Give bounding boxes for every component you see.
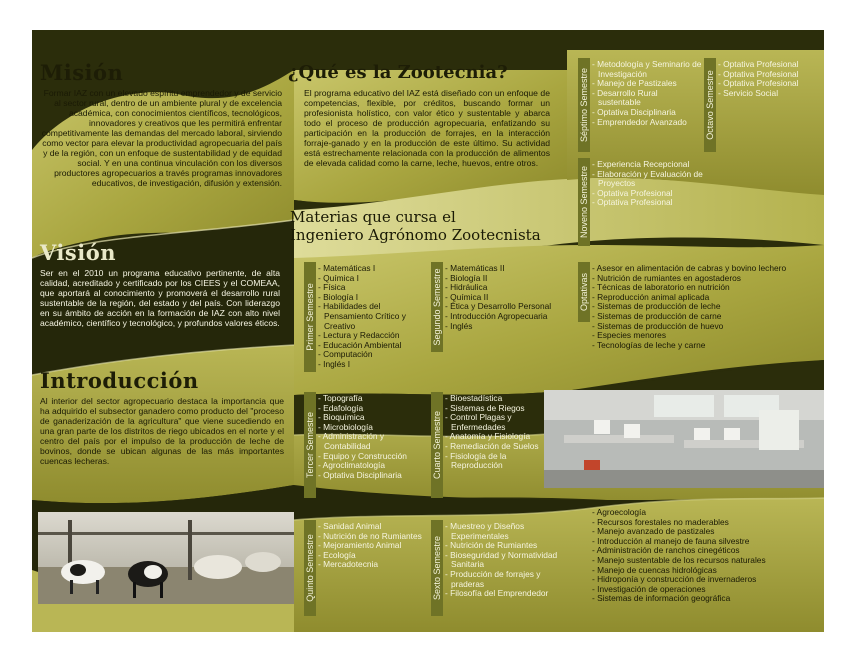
course-item: - Química II xyxy=(445,293,555,303)
course-item: - Matemáticas II xyxy=(445,264,555,274)
materias-heading-line1: Materias que cursa el xyxy=(290,208,456,226)
zootecnia-title: ¿Qué es la Zootecnia? xyxy=(288,62,508,83)
semester-label-9: Noveno Semestre xyxy=(578,158,590,246)
semester-label-8: Octavo Semestre xyxy=(704,58,716,152)
course-item: - Mercadotecnia xyxy=(318,560,428,570)
course-item: - Sistemas de producción de leche xyxy=(592,302,822,312)
course-item: - Física xyxy=(318,283,424,293)
course-item: - Especies menores xyxy=(592,331,822,341)
course-item: - Manejo de Pastizales xyxy=(592,79,702,89)
vision-text: Ser en el 2010 un programa educativo pertinente, de alta calidad, acreditado y certificado por los CIEES y el COMEAA, que aportará al conocimiento y promoverá el desarrollo rural sustentable de la región, del estado y del país. Con liderazgo en su ámbito de acción en la formación de IAZ con alto nivel académico, científico y tecnológico, y profundos valores éticos. xyxy=(40,268,280,328)
semester-label-6: Sexto Semestre xyxy=(431,520,443,616)
course-item: - Educación Ambiental xyxy=(318,341,424,351)
course-item: - Nutrición de no Rumiantes xyxy=(318,532,428,542)
vision-title: Visión xyxy=(40,240,116,265)
semester-label-3: Tercer Semestre xyxy=(304,392,316,498)
course-item: - Muestreo y Diseños Experimentales xyxy=(445,522,565,541)
course-item: - Técnicas de laboratorio en nutrición xyxy=(592,283,822,293)
course-item: - Administración y Contabilidad xyxy=(318,432,428,451)
course-item: - Inglés I xyxy=(318,360,424,370)
course-item: - Experiencia Recepcional xyxy=(592,160,712,170)
course-item: - Ética y Desarrollo Personal xyxy=(445,302,555,312)
course-item: - Introducción al manejo de fauna silvestre xyxy=(592,537,822,547)
course-item: - Nutrición de Rumiantes xyxy=(445,541,565,551)
course-item: - Bioquímica xyxy=(318,413,428,423)
semester-label-4: Cuarto Semestre xyxy=(431,392,443,498)
zootecnia-text: El programa educativo del IAZ está diseñado con un enfoque de competencias, flexible, por créditos, buscando formar un profesionista holístico, con valor ético y sustentable y abarca todo el proceso de producción agropecuaria, enfatizando su participación en la producción de forrajes, en la interacción forraje-ganado y en la producción de este último. Su actividad está estrechamente relacionada con la producción de alimentos de elevada calidad como la carne, leche, huevos, entre otros. xyxy=(304,88,550,168)
course-item: - Control Plagas y Enfermedades xyxy=(445,413,555,432)
course-item: - Nutrición de rumiantes en agostaderos xyxy=(592,274,822,284)
cattle-illustration xyxy=(38,512,294,604)
course-item: - Emprendedor Avanzado xyxy=(592,118,702,128)
course-item: - Manejo avanzado de pastizales xyxy=(592,527,822,537)
course-item: - Remediación de Suelos xyxy=(445,442,555,452)
mision-text: Formar IAZ con un elevado espíritu emprendedor y de servicio al sector rural, dentro de un ambiente plural y de excelencia académica, con conocimientos científicos, tecnológicos, innovadores y creativos que les permitirá enfrentar competitivamente las demandas del mercado laboral, sirviendo como vector para elevar la productividad agropecuaria del país y de la región, con un enfoque de sustentabilidad y de equidad social. Y en una continua vinculación con los diversos productores agropecuarios a través programas innovadores educativos, de investigación, difusión y extensión. xyxy=(41,88,282,188)
semester-list-5 xyxy=(318,522,428,570)
course-item: - Asesor en alimentación de cabras y bovino lechero xyxy=(592,264,822,274)
course-item: - Manejo sustentable de los recursos naturales xyxy=(592,556,822,566)
course-item: - Introducción Agropecuaria xyxy=(445,312,555,322)
course-item: - Metodología y Seminario de Investigación xyxy=(592,60,702,79)
course-item: - Sanidad Animal xyxy=(318,522,428,532)
course-item: - Habilidades del Pensamiento Crítico y Creativo xyxy=(318,302,424,331)
course-item: - Computación xyxy=(318,350,424,360)
course-item: - Biología II xyxy=(445,274,555,284)
course-item: - Biología I xyxy=(318,293,424,303)
course-item: - Sistemas de producción de carne xyxy=(592,312,822,322)
course-item: - Hidroponía y construcción de invernaderos xyxy=(592,575,822,585)
course-item: - Optativa Profesional xyxy=(718,79,822,89)
semester-list-4 xyxy=(445,394,555,471)
introduccion-text: Al interior del sector agropecuario destaca la importancia que ha adquirido el subsector ganadero como producto del "proceso de ganaderización de la agricultura" que viene sucediendo en una gran parte de los distritos de riego ubicados en el norte y el centro del país por el impulso de la producción de leche de bovinos, donde se ubican algunas de las más importantes cuencas lecheras. xyxy=(40,396,284,466)
optativas-list xyxy=(592,264,822,350)
course-item: - Optativa Profesional xyxy=(592,189,712,199)
course-item: - Desarrollo Rural sustentable xyxy=(592,89,702,108)
course-item: - Optativa Disciplinaria xyxy=(592,108,702,118)
course-item: - Microbiología xyxy=(318,423,428,433)
optativas-label: Optativas xyxy=(578,262,590,322)
optativas-list-continued xyxy=(592,508,822,604)
introduccion-title: Introducción xyxy=(40,368,199,393)
semester-list-3 xyxy=(318,394,428,480)
materias-heading-line2: Ingeniero Agrónomo Zootecnista xyxy=(290,226,541,244)
course-item: - Administración de ranchos cinegéticos xyxy=(592,546,822,556)
course-item: - Ecología xyxy=(318,551,428,561)
course-item: - Tecnologías de leche y carne xyxy=(592,341,822,351)
course-item: - Investigación de operaciones xyxy=(592,585,822,595)
course-item: - Agroecología xyxy=(592,508,822,518)
semester-list-8 xyxy=(718,60,822,98)
cattle-photo xyxy=(38,512,294,604)
course-item: - Bioestadística xyxy=(445,394,555,404)
course-item: - Reproducción animal aplicada xyxy=(592,293,822,303)
course-item: - Anatomía y Fisiología xyxy=(445,432,555,442)
brochure-sheet xyxy=(32,30,824,632)
course-item: - Mejoramiento Animal xyxy=(318,541,428,551)
course-item: - Equipo y Construcción xyxy=(318,452,428,462)
course-item: - Optativa Profesional xyxy=(592,198,712,208)
course-item: - Elaboración y Evaluación de Proyectos xyxy=(592,170,712,189)
semester-list-1 xyxy=(318,264,424,370)
course-item: - Sistemas de información geográfica xyxy=(592,594,822,604)
laboratory-photo xyxy=(544,390,824,488)
course-item: - Inglés xyxy=(445,322,555,332)
course-item: - Bioseguridad y Normatividad Sanitaria xyxy=(445,551,565,570)
course-item: - Hidráulica xyxy=(445,283,555,293)
course-item: - Manejo de cuencas hidrológicas xyxy=(592,566,822,576)
mision-title: Misión xyxy=(40,60,124,85)
semester-list-9 xyxy=(592,160,712,208)
semester-label-1: Primer Semestre xyxy=(304,262,316,372)
course-item: - Producción de forrajes y praderas xyxy=(445,570,565,589)
semester-list-7 xyxy=(592,60,702,127)
semester-list-2 xyxy=(445,264,555,331)
course-item: - Matemáticas I xyxy=(318,264,424,274)
course-item: - Edafología xyxy=(318,404,428,414)
laboratory-illustration xyxy=(544,390,824,488)
course-item: - Lectura y Redacción xyxy=(318,331,424,341)
course-item: - Optativa Disciplinaria xyxy=(318,471,428,481)
course-item: - Química I xyxy=(318,274,424,284)
course-item: - Optativa Profesional xyxy=(718,70,822,80)
course-item: - Sistemas de Riegos xyxy=(445,404,555,414)
semester-label-7: Séptimo Semestre xyxy=(578,58,590,152)
course-item: - Filosofía del Emprendedor xyxy=(445,589,565,599)
semester-list-6 xyxy=(445,522,565,599)
semester-label-2: Segundo Semestre xyxy=(431,262,443,352)
course-item: - Topografía xyxy=(318,394,428,404)
course-item: - Fisiología de la Reproducción xyxy=(445,452,555,471)
course-item: - Optativa Profesional xyxy=(718,60,822,70)
semester-label-5: Quinto Semestre xyxy=(304,520,316,616)
course-item: - Agroclimatología xyxy=(318,461,428,471)
course-item: - Sistemas de producción de huevo xyxy=(592,322,822,332)
course-item: - Recursos forestales no maderables xyxy=(592,518,822,528)
course-item: - Servicio Social xyxy=(718,89,822,99)
